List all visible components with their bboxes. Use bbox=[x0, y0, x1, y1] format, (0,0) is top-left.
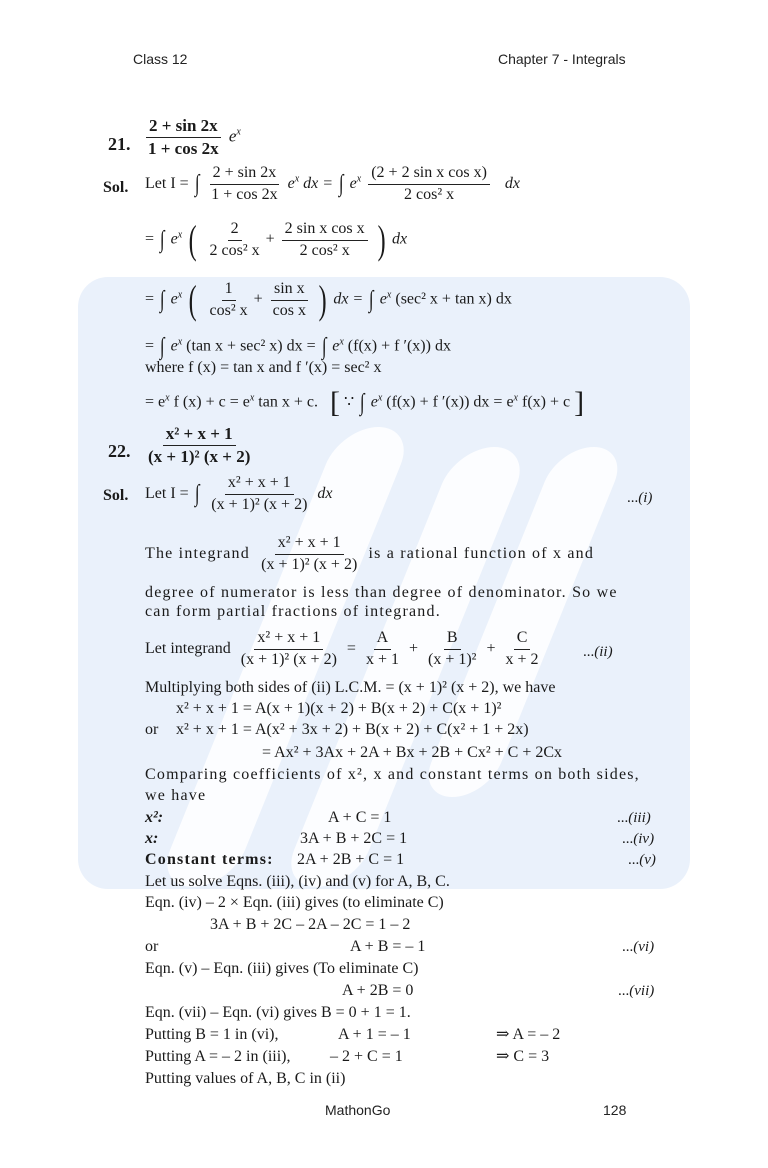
eq-tag-vi: ...(vi) bbox=[622, 939, 655, 955]
q22-sol-label: Sol. bbox=[103, 487, 129, 504]
q22-elim2-line: Eqn. (v) – Eqn. (iii) gives (To eliminate C) bbox=[145, 960, 419, 977]
q21-sol-line-1: Let I = ∫ $\frac{2 + \sin 2x}{1 + \cos 2x}$ $e^x$ dx = ∫ $e^x$ $\frac{\text{(2 + 2 sin x cos x)}}{\text{2 cos² x}}$ dx bbox=[145, 164, 521, 203]
q22-eq-2-or: or bbox=[145, 721, 159, 738]
q22-put-b-eq: A + 1 = – 1 bbox=[338, 1026, 411, 1043]
eq-tag-iii: ...(iii) bbox=[617, 810, 651, 826]
q22-put-b: Putting B = 1 in (vi), bbox=[145, 1026, 279, 1043]
q22-solve-line: Let us solve Eqns. (iii), (iv) and (v) for A, B, C. bbox=[145, 873, 450, 890]
q22-we-have: we have bbox=[145, 787, 207, 804]
q22-elim1-eq: 3A + B + 2C – 2A – 2C = 1 – 2 bbox=[210, 916, 411, 933]
coef-label-constant: Constant terms: bbox=[145, 851, 274, 868]
q22-multiplying-line: Multiplying both sides of (ii) L.C.M. = (x + 1)² (x + 2), we have bbox=[145, 679, 556, 696]
q21-sol-line-3: = ∫ $e^x$ ( $\frac{1}{\text{cos² x}}$ + $\frac{\text{sin x}}{\text{cos x}}$ ) dx = ∫ $e^x$ (sec² x + tan x) dx bbox=[145, 277, 512, 322]
eq-tag-vii: ...(vii) bbox=[618, 983, 655, 999]
q22-degree-line: degree of numerator is less than degree of denominator. So we bbox=[145, 584, 618, 601]
q22-eq-2: x² + x + 1 = A(x² + 3x + 2) + B(x + 2) + C(x² + 1 + 2x) bbox=[176, 721, 529, 738]
eq-tag-v: ...(v) bbox=[628, 852, 656, 868]
question-22-number: 22. bbox=[108, 441, 131, 461]
coef-label-x: x: bbox=[145, 830, 159, 847]
question-21-number: 21. bbox=[108, 134, 131, 154]
q22-b-line: Eqn. (vii) – Eqn. (vi) gives B = 0 + 1 = 1. bbox=[145, 1004, 411, 1021]
footer-brand: MathonGo bbox=[325, 1102, 391, 1118]
q22-eq-3: = Ax² + 3Ax + 2A + Bx + 2B + Cx² + C + 2Cx bbox=[262, 744, 563, 761]
q22-partial-fractions: Let integrand $\frac{\text{x² + x + 1}}{\text{(x + 1)² (x + 2)}}$ = $\frac{A}{x + 1}$ + $\frac{B}{\text{(x + 1)²}}$ + $\frac{C}{x + 2}$ bbox=[145, 629, 539, 668]
q22-eq-vi: A + B = – 1 bbox=[350, 938, 426, 955]
header-chapter-label: Chapter 7 - Integrals bbox=[498, 51, 626, 67]
q22-put-a-result: ⇒ C = 3 bbox=[496, 1048, 550, 1065]
q21-sol-line-4: = ∫ $e^x$ (tan x + sec² x) dx = ∫ $e^x$ (f(x) + f ′(x)) dx bbox=[145, 334, 451, 360]
q22-compare-line: Comparing coefficients of x², x and constant terms on both sides, bbox=[145, 766, 640, 783]
eq-tag-i: ...(i) bbox=[627, 490, 653, 506]
coef-label-x2: x²: bbox=[145, 809, 164, 826]
q22-or-label: or bbox=[145, 938, 159, 955]
q22-put-b-result: ⇒ A = – 2 bbox=[496, 1026, 561, 1043]
eq-tag-ii: ...(ii) bbox=[583, 644, 613, 660]
q21-sol-line-5: where f (x) = tan x and f ′(x) = sec² x bbox=[145, 359, 382, 376]
q22-sol-line-1: Let I = ∫ $\frac{\text{x² + x + 1}}{\text{(x + 1)² (x + 2)}}$ dx bbox=[145, 474, 333, 513]
q21-sol-line-2: = ∫ $e^x$ ( $\frac{2}{\text{2 cos² x}}$ + $\frac{\text{2 sin x cos x}}{\text{2 cos² x}}$ ) dx bbox=[145, 217, 408, 262]
q22-put-a: Putting A = – 2 in (iii), bbox=[145, 1048, 291, 1065]
coef-eq-constant: 2A + 2B + C = 1 bbox=[297, 851, 405, 868]
question-21-expression: $\frac{2 + \sin 2x}{1 + \cos 2x}$ $e^x$ bbox=[142, 117, 241, 158]
footer-page-number: 128 bbox=[603, 1102, 627, 1118]
eq-tag-iv: ...(iv) bbox=[622, 831, 655, 847]
header-class-label: Class 12 bbox=[133, 51, 188, 67]
q22-integrand-line: The integrand $\frac{\text{x² + x + 1}}{\text{(x + 1)² (x + 2)}}$ is a rational function of x and bbox=[145, 534, 595, 573]
q21-sol-label: Sol. bbox=[103, 179, 129, 196]
q21-sol-line-6: = $e^x$ f $(x) + c = e^x$ tan x + c. [ ∵ ∫ $e^x$ (f(x) + f ′(x)) dx = $e^x$ f(x) + c ] bbox=[145, 386, 585, 419]
q22-put-values: Putting values of A, B, C in (ii) bbox=[145, 1070, 346, 1087]
coef-eq-x: 3A + B + 2C = 1 bbox=[300, 830, 408, 847]
q22-put-a-eq: – 2 + C = 1 bbox=[330, 1048, 403, 1065]
q22-eq-vii: A + 2B = 0 bbox=[342, 982, 414, 999]
q22-partial-line: can form partial fractions of integrand. bbox=[145, 603, 441, 620]
q22-elim1-line: Eqn. (iv) – 2 × Eqn. (iii) gives (to eliminate C) bbox=[145, 894, 444, 911]
q22-eq-1: x² + x + 1 = A(x + 1)(x + 2) + B(x + 2) + C(x + 1)² bbox=[176, 700, 502, 717]
question-22-expression: $\frac{\text{x² + x + 1}}{\text{(x + 1)² (x + 2)}}$ bbox=[148, 424, 251, 466]
coef-eq-x2: A + C = 1 bbox=[328, 809, 392, 826]
